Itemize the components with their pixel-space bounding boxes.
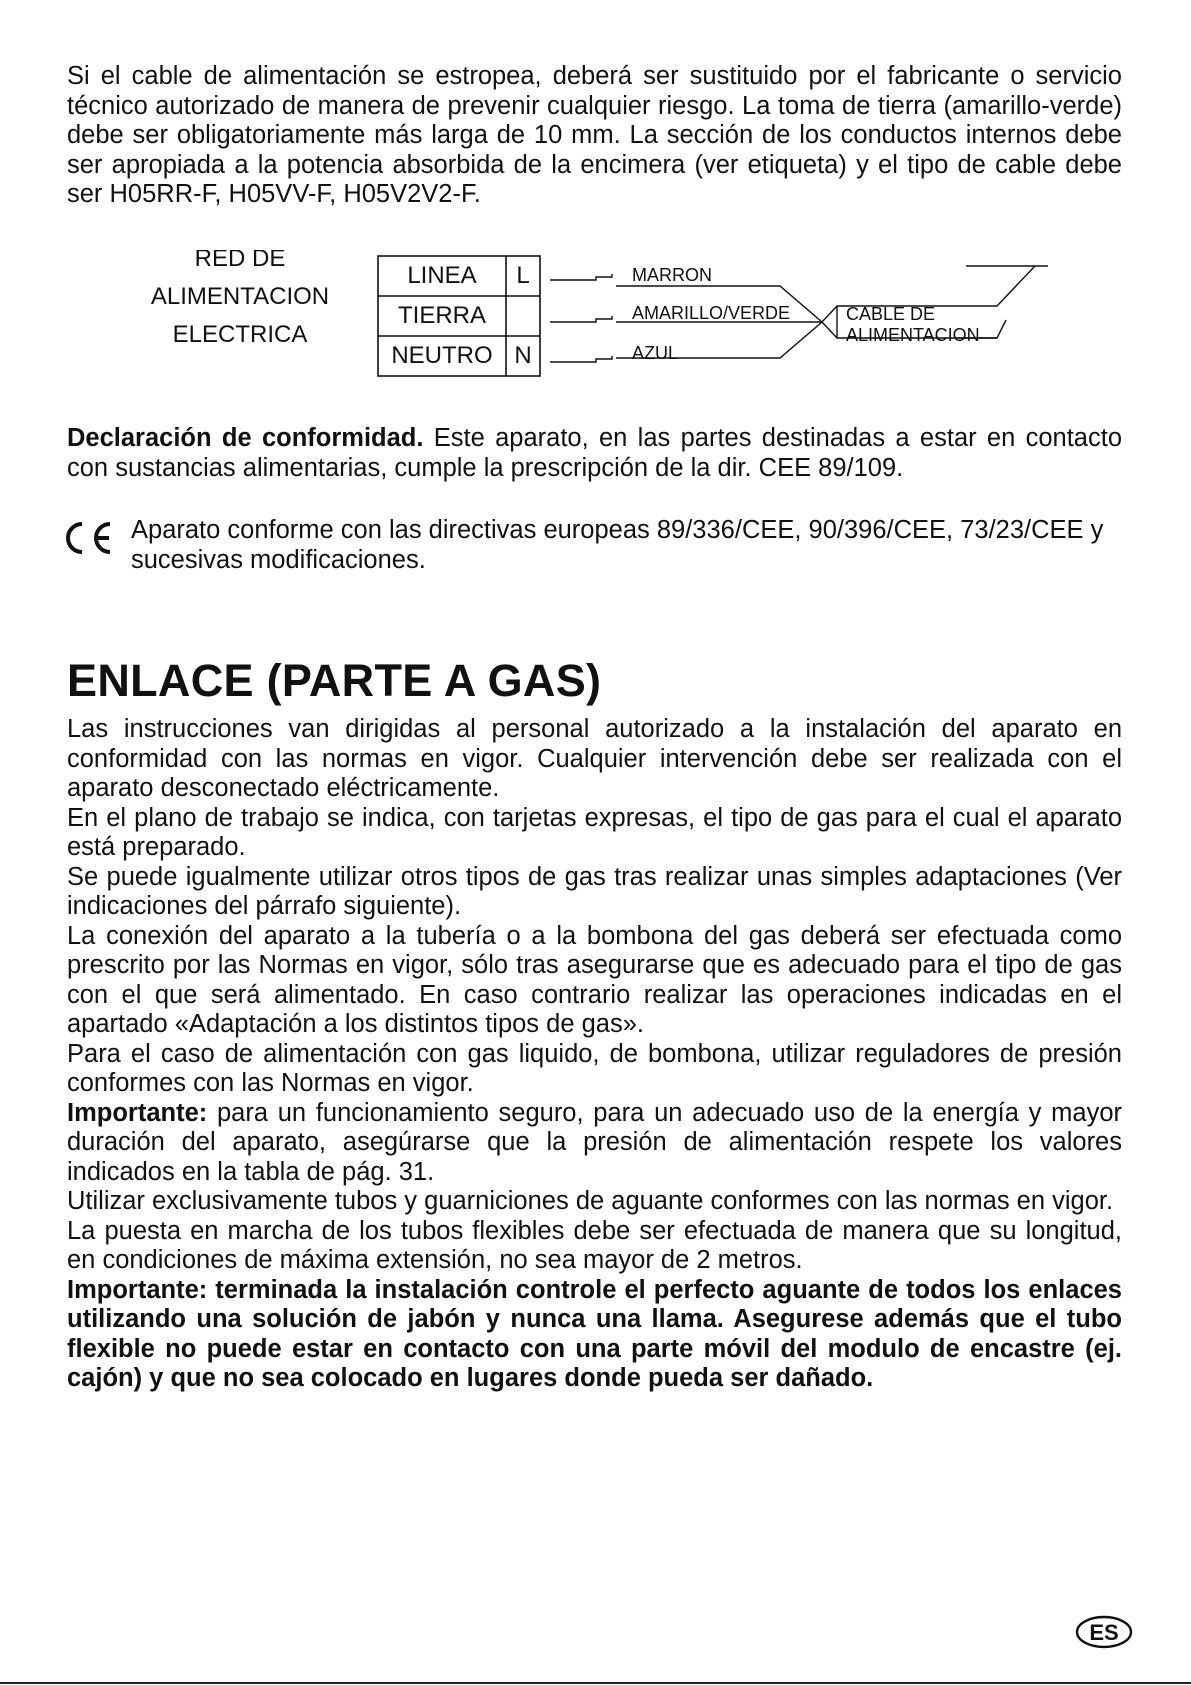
terminal-neutral-code: N <box>514 342 532 369</box>
liquid-gas-text: Para el caso de alimentación con gas liquido, de bombona, utilizar reguladores de presión conformes con las Normas en vigor. <box>67 1039 1122 1097</box>
ce-mark-icon <box>60 518 118 558</box>
bottom-border <box>0 1682 1191 1684</box>
pressure-text: para un funcionamiento seguro, para un adecuado uso de la energía y mayor duración del aparato, asegúrarse que la presión de alimentación respete los valores indicados en la tabla de pág. 31. <box>67 1098 1122 1186</box>
cable-replacement-text: Si el cable de alimentación se estropea, deberá ser sustituido por el fabricante o servicio técnico autorizado de manera de prevenir cualquier riesgo. La toma de tierra (amarillo-verde) debe ser obligatoriamente más larga de 10 mm. La sección de los conductos internos debe ser apropiada a la potencia absorbida de la encimera (ver etiqueta) y el tipo de cable debe ser H05RR-F, H05VV-F, H05V2V2-F. <box>67 62 1122 208</box>
language-badge <box>1074 1615 1134 1649</box>
language-code: ES <box>1089 1620 1119 1645</box>
wire-yellow-green-label: AMARILLO/VERDE <box>632 303 791 323</box>
connection-text: La conexión del aparato a la tubería o a la bombona del gas deberá ser efectuada como prescrito por las Normas en vigor, sólo tras asegurarse que es adecuado para el tipo de gas con el que será alimentado. En caso contrario realizar las operaciones indicadas en el apartado «Adaptación a los distintos tipos de gas». <box>67 921 1122 1038</box>
flexible-hose-text: La puesta en marcha de los tubos flexibles debe ser efectuada de manera que su longitud, en condiciones de máxima extensión, no sea mayor de 2 metros. <box>67 1216 1122 1274</box>
wiring-diagram <box>150 250 1080 390</box>
authorized-personnel-text: Las instrucciones van dirigidas al personal autorizado a la instalación del aparato en conformidad con las normas en vigor. Cualquier intervención debe ser realizada con el aparato desconectado eléctricamente. <box>67 715 1122 802</box>
terminal-line-label: LINEA <box>407 262 477 289</box>
section-heading: ENLACE (PARTE A GAS) <box>67 655 602 706</box>
network-label-line-2: ALIMENTACION <box>150 283 330 310</box>
declaration-paragraph <box>67 424 1122 483</box>
wire-blue-label: AZUL <box>632 343 679 363</box>
terminal-earth-label: TIERRA <box>397 302 487 329</box>
cable-label-line-1: CABLE DE <box>846 304 936 324</box>
wire-brown-label: MARRON <box>632 265 712 285</box>
other-gas-text: Se puede igualmente utilizar otros tipos de gas tras realizar unas simples adaptaciones (Ver indicaciones del párrafo siguiente). <box>67 862 1122 920</box>
cable-label-line-2: ALIMENTACION <box>846 325 980 345</box>
wire-leads <box>550 266 1048 362</box>
declaration-title: Declaración de conformidad. <box>67 424 424 452</box>
terminal-neutral-label: NEUTRO <box>391 342 493 369</box>
network-label-line-3: ELECTRICA <box>172 321 308 348</box>
pipes-text: Utilizar exclusivamente tubos y guarniciones de aguante conformes con las normas en vigor. <box>67 1187 1114 1215</box>
gas-connection-body <box>67 715 1122 1394</box>
intro-paragraph <box>67 62 1122 210</box>
important-label: Importante: <box>67 1098 208 1127</box>
leak-check-warning: Importante: terminada la instalación controle el perfecto aguante de todos los enlaces utilizando una solución de jabón y nunca una llama. Asegurese además que el tubo flexible no puede estar en contacto con una parte móvil del modulo de encastre (ej. cajón) y que no sea colocado en lugares donde pueda ser dañado. <box>67 1275 1122 1392</box>
terminal-line-code: L <box>516 262 530 289</box>
gas-type-text: En el plano de trabajo se indica, con tarjetas expresas, el tipo de gas para el cual el aparato está preparado. <box>67 803 1122 861</box>
network-label-line-1: RED DE <box>194 250 286 272</box>
declaration-text: Este aparato, en las partes destinadas a estar en contacto con sustancias alimentarias, cumple la prescripción de la dir. CEE 89/109. <box>67 424 1122 482</box>
ce-directives-text: Aparato conforme con las directivas europeas 89/336/CEE, 90/396/CEE, 73/23/CEE y sucesivas modificaciones. <box>131 516 1104 574</box>
